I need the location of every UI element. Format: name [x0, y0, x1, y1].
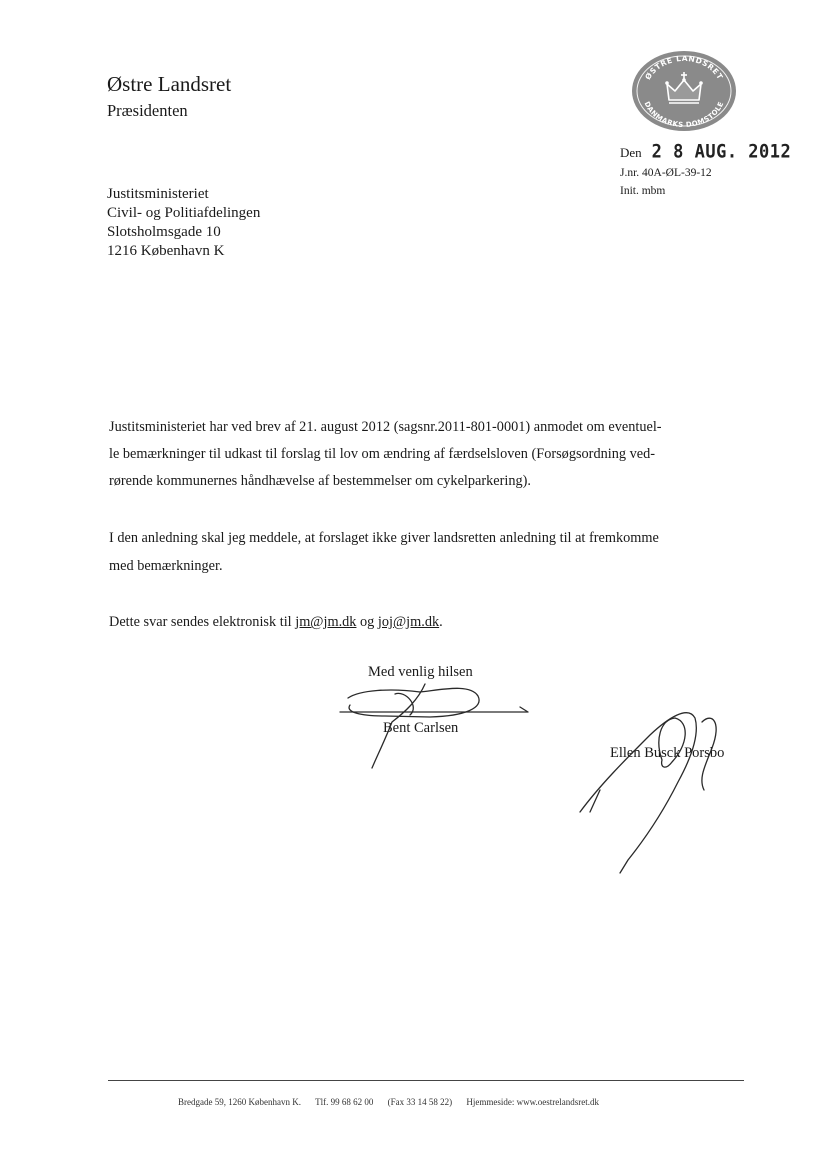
body-line: rørende kommunernes håndhævelse af bestemmelser om cykelparkering).: [109, 473, 532, 489]
svg-text:ØSTRE LANDSRET: ØSTRE LANDSRET: [643, 53, 725, 82]
footer-website[interactable]: Hjemmeside: www.oestrelandsret.dk: [466, 1097, 599, 1107]
footer: [178, 1097, 611, 1107]
signer-name: Ellen Busck Porsbo: [610, 745, 725, 761]
journal-number: J.nr. 40A-ØL-39-12: [620, 167, 712, 179]
email-link-joj[interactable]: joj@jm.dk: [377, 614, 440, 630]
body-line: Justitsministeriet har ved brev af 21. august 2012 (sagsnr.2011-801-0001) anmodet om eventuel-: [109, 419, 662, 435]
emails-prefix: Dette svar sendes elektronisk til: [109, 614, 292, 630]
closing-greeting: Med venlig hilsen: [368, 664, 473, 680]
body-line: I den anledning skal jeg meddele, at forslaget ikke giver landsretten anledning til at fremkomme: [109, 530, 659, 546]
date-label: Den: [620, 145, 642, 160]
body-line: le bemærkninger til udkast til forslag til lov om ændring af færdselsloven (Forsøgsordning ved-: [109, 446, 655, 462]
footer-fax: (Fax 33 14 58 22): [387, 1097, 453, 1107]
svg-text:DANMARKS DOMSTOLE: DANMARKS DOMSTOLE: [642, 100, 726, 130]
email-link-jm[interactable]: jm@jm.dk: [295, 614, 357, 630]
footer-phone: Tlf. 99 68 62 00: [315, 1097, 374, 1107]
emails-between: og: [360, 614, 375, 630]
footer-divider: [108, 1080, 744, 1081]
recipient-line: Justitsministeriet: [107, 186, 209, 202]
sender-name: Østre Landsret: [107, 72, 232, 96]
signer-name: Bent Carlsen: [383, 720, 459, 736]
sender-title: Præsidenten: [107, 101, 188, 120]
recipient-line: 1216 København K: [107, 243, 225, 259]
initials: Init. mbm: [620, 185, 666, 197]
signature-ellen-busck-porsbo: [580, 713, 696, 873]
recipient-line: Slotsholmsgade 10: [107, 224, 221, 240]
recipient-line: Civil- og Politiafdelingen: [107, 205, 261, 221]
emails-suffix: .: [439, 614, 443, 630]
body-line: med bemærkninger.: [109, 558, 223, 574]
date-stamp: 2 8 AUG. 2012: [651, 140, 792, 164]
footer-address: Bredgade 59, 1260 København K.: [178, 1097, 301, 1107]
